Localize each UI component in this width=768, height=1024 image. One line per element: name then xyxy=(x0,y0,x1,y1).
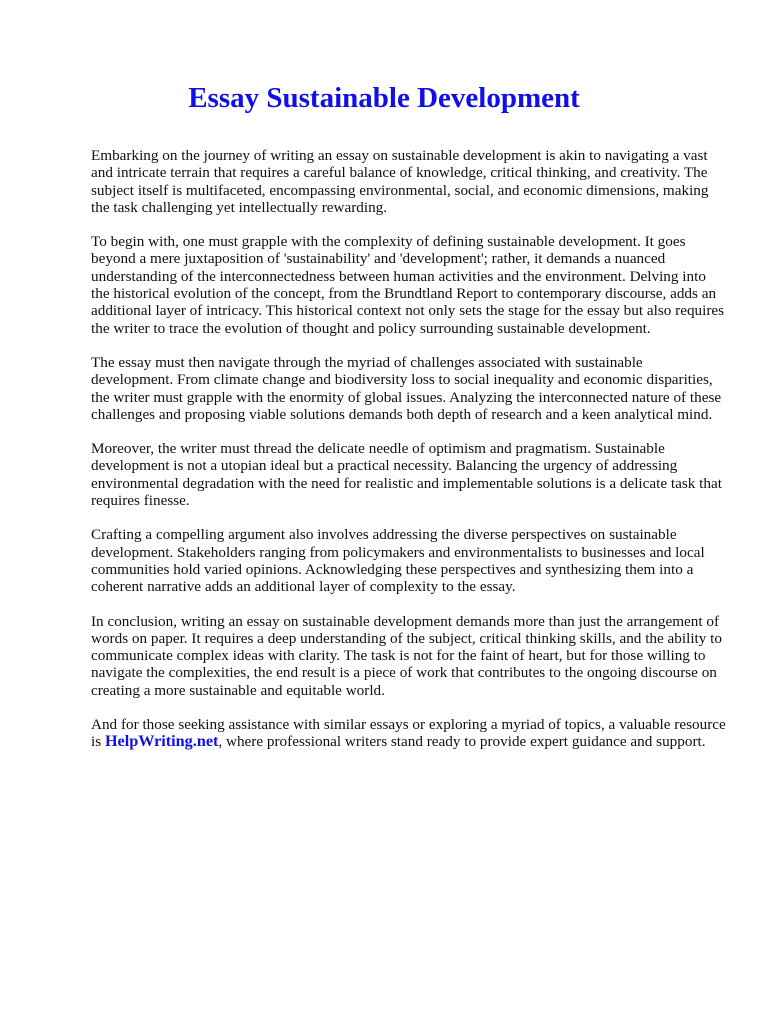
paragraph-3: The essay must then navigate through the myriad of challenges associated with sustainable development. From climate change and biodiversity loss to social inequality and economic disparities, the writer must grapple with the enormity of global issues. Analyzing the interconnected nature of these challenges and proposing viable solutions demands both depth of research and a keen analytical mind. xyxy=(91,353,722,423)
paragraph-4: Moreover, the writer must thread the delicate needle of optimism and pragmatism. Sustainable development is not a utopian ideal but a practical necessity. Balancing the urgency of addressing environmental degradation with the need for realistic and implementable solutions is a delicate task that requires finesse. xyxy=(91,440,722,510)
closing-text-before-link: And for those seeking assistance with similar essays or exploring a myriad of topics, a valuable resource is xyxy=(91,716,726,751)
essay-body xyxy=(91,147,727,768)
paragraph-5: Crafting a compelling argument also involves addressing the diverse perspectives on sustainable development. Stakeholders ranging from policymakers and environmentalists to businesses and local communities hold varied opinions. Acknowledging these perspectives and synthesizing them into a coherent narrative adds an additional layer of complexity to the essay. xyxy=(91,526,705,596)
helpwriting-link[interactable]: HelpWriting.net xyxy=(104,732,219,751)
closing-paragraph xyxy=(91,716,727,751)
closing-text-after-link: , where professional writers stand ready to provide expert guidance and support. xyxy=(218,733,706,751)
page-title: Essay Sustainable Development xyxy=(188,82,580,114)
paragraph-1: Embarking on the journey of writing an essay on sustainable development is akin to navigating a vast and intricate terrain that requires a careful balance of knowledge, critical thinking, and creativity. The subject itself is multifaceted, encompassing environmental, social, and economic dimensions, making the task challenging yet intellectually rewarding. xyxy=(91,147,709,216)
paragraph-6: In conclusion, writing an essay on sustainable development demands more than just the arrangement of words on paper. It requires a deep understanding of the subject, critical thinking skills, and the ability to communicate complex ideas with clarity. The task is not for the faint of heart, but for those willing to navigate the complexities, the end result is a piece of work that contributes to the ongoing discourse on creating a more sustainable and equitable world. xyxy=(91,612,722,699)
paragraph-2: To begin with, one must grapple with the complexity of defining sustainable development. It goes beyond a mere juxtaposition of 'sustainability' and 'development'; rather, it demands a nuanced understanding of the interconnectedness between human activities and the environment. Delving into the historical evolution of the concept, from the Brundtland Report to contemporary discourse, adds an additional layer of intricacy. This historical context not only sets the stage for the essay but also requires the writer to trace the evolution of thought and policy surrounding sustainable development. xyxy=(91,233,725,337)
